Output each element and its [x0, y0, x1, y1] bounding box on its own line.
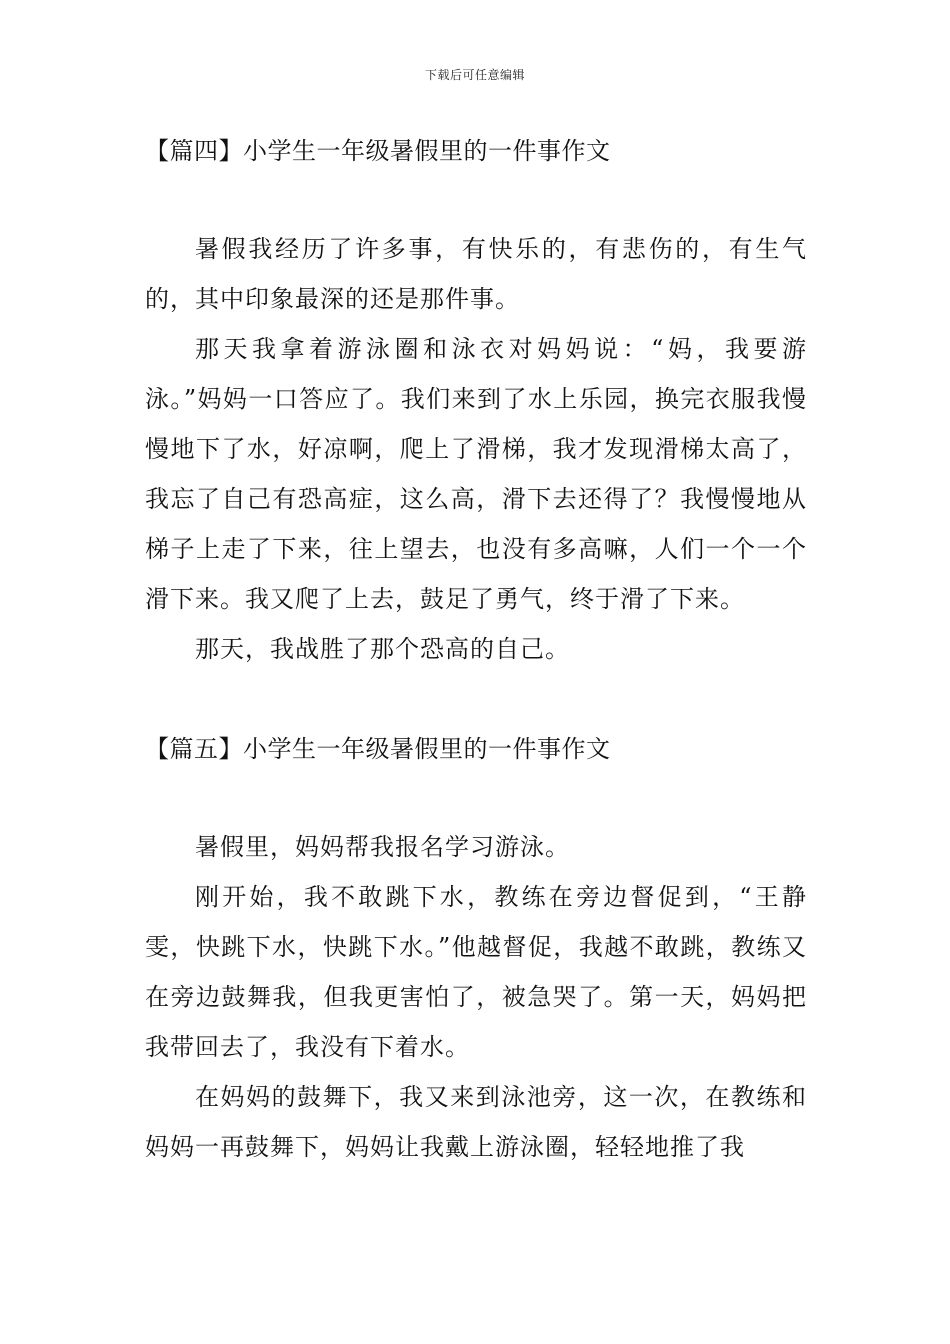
section-title: 【篇五】小学生一年级暑假里的一件事作文 — [145, 735, 611, 763]
paragraph: 那天我拿着游泳圈和泳衣对妈妈说：“妈，我要游泳。”妈妈一口答应了。我们来到了水上乐园，换完衣服我慢慢地下了水，好凉啊，爬上了滑梯，我才发现滑梯太高了，我忘了自己有恐高症，这么高，滑下去还得了？我慢慢地从梯子上走了下来，往上望去，也没有多高嘛，人们一个一个滑下来。我又爬了上去，鼓足了勇气，终于滑了下来。 — [145, 335, 807, 613]
paragraph: 刚开始，我不敢跳下水，教练在旁边督促到，“王静雯，快跳下水，快跳下水。”他越督促，我越不敢跳，教练又在旁边鼓舞我，但我更害怕了，被急哭了。第一天，妈妈把我带回去了，我没有下着水。 — [145, 883, 807, 1061]
section-4 — [145, 126, 807, 674]
paragraph: 暑假我经历了许多事，有快乐的，有悲伤的，有生气的，其中印象最深的还是那件事。 — [145, 235, 807, 313]
section-5 — [145, 724, 807, 1172]
section-title: 【篇四】小学生一年级暑假里的一件事作文 — [145, 137, 611, 165]
paragraph: 暑假里，妈妈帮我报名学习游泳。 — [195, 833, 570, 861]
paragraph: 那天，我战胜了那个恐高的自己。 — [195, 635, 570, 663]
document-body — [145, 126, 807, 1172]
header-note: 下载后可任意编辑 — [424, 68, 525, 82]
paragraph: 在妈妈的鼓舞下，我又来到泳池旁，这一次，在教练和妈妈一再鼓舞下，妈妈让我戴上游泳圈，轻轻地推了我 — [145, 1083, 807, 1161]
